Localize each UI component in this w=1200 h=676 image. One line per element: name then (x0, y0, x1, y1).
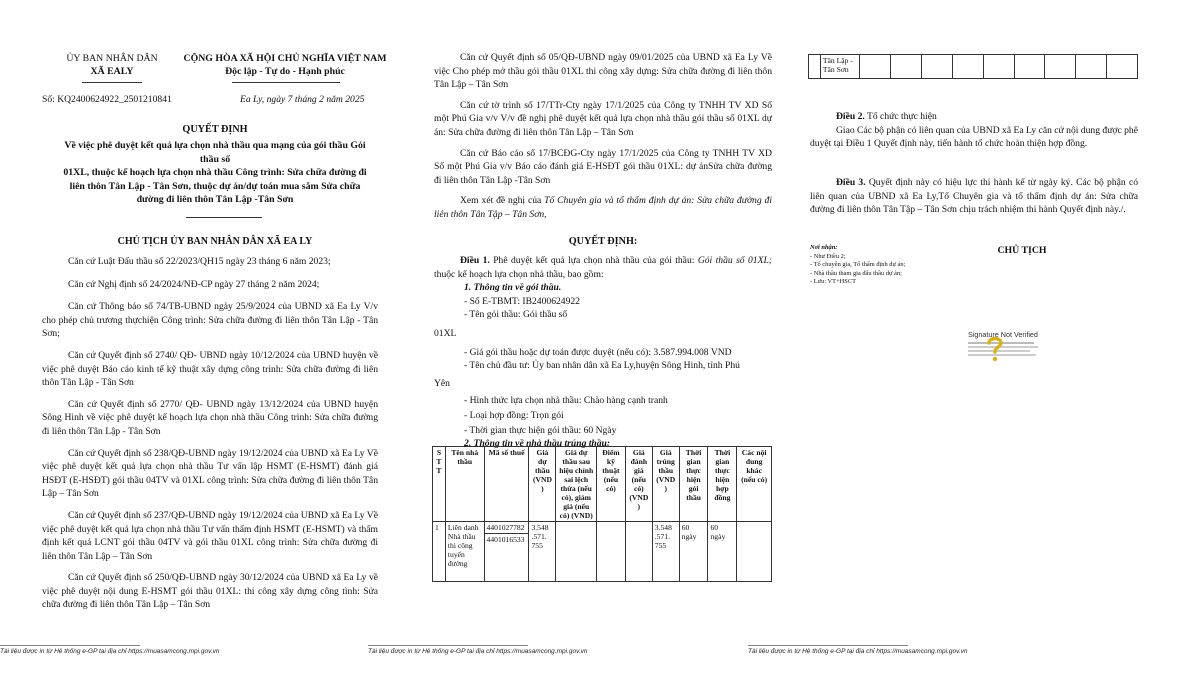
recipients-block (810, 244, 910, 287)
col-header-eval: Giá đánh giá (nếu có) (VND ) (625, 447, 652, 522)
package-price: - Giá gói thầu hoặc dự toán được duyệt (nếu có): 3.587.994.008 VND (464, 346, 732, 358)
legal-basis-paragraph: Căn cứ Quyết định số 250/QĐ-UBND ngày 30/12/2024 của UBND xã Ea Ly về việc phê duyệt nội dung E-HSMT gói thầu 01XL: thi công xây dựng công tình: Sửa chữa đường đi liên thôn Tân Lập – Tân Sơn (42, 572, 378, 611)
cell-name-continued: Tân Lập - Tân Sơn (820, 55, 859, 79)
col-header-stt: S T T (433, 447, 446, 522)
article-3 (810, 176, 1138, 217)
subtitle-line: thầu số (199, 153, 231, 165)
cell-win: 3.548 .571. 755 (652, 522, 679, 582)
document-number: Số: KQ2400624922_2501210841 (42, 94, 172, 105)
page-footer: Tài liệu được in từ Hệ thống e-GP tại địa chỉ https://muasamcong.mpi.gov.vn (368, 648, 588, 655)
article-2-text: Giao Các bộ phận có liên quan của UBND xã Ea Ly căn cứ nội dung được phê duyệt tại Điều 1 Quyết định này, tiến hành tổ chức hoàn thiện hợp đồng. (810, 124, 1138, 150)
article-1 (434, 254, 772, 451)
national-motto (172, 52, 398, 78)
cell-empty (891, 55, 922, 79)
article-2-title: Tổ chức thực hiện (864, 111, 937, 122)
signature-status: Signature Not Verified (968, 330, 1038, 339)
recipient-item: - Tổ chuyên gia, Tổ thẩm định dự án; (810, 261, 906, 269)
document-page-1 (0, 0, 400, 676)
tbmt-number: - Số E-TBMT: IB2400624922 (464, 295, 580, 307)
article-3-text: Quyết định này có hiệu lực thi hành kể từ ngày ký. Các bộ phận có liên quan của UBND xã Ea Ly,Tổ Chuyên gia và tổ thẩm định dự án: Sửa chữa đường đi liên thôn Tân Tập – Tân Sơn chịu trách nhiệm thi hành Quyết định này./. (810, 177, 1138, 216)
footer-rule (368, 645, 528, 646)
nation-line-2: Độc lập - Tự do - Hạnh phúc (225, 66, 345, 77)
winning-bidder-table (432, 446, 772, 582)
decision-title: QUYẾT ĐỊNH (182, 124, 248, 135)
cell-tech (597, 522, 626, 582)
cell-adjusted (556, 522, 597, 582)
article-1-intro (434, 254, 772, 281)
cell-empty (1014, 55, 1045, 79)
legal-bases (42, 255, 378, 612)
cell-name: Liên danh Nhà thầu thi công tuyến đường (445, 522, 484, 582)
signer-title: CHỦ TỊCH (997, 245, 1047, 256)
article-1-text: Phê duyệt kết quả lựa chọn nhà thầu của gói thầu: (489, 255, 698, 266)
cell-stt: 1 (433, 522, 446, 582)
review-prefix: Xem xét đề nghị của (460, 195, 545, 207)
org-underline (82, 82, 142, 83)
investor-line-1: - Tên chủ đầu tư: Ủy ban nhân dân xã Ea Ly,huyện Sông Hinh, tỉnh Phú (464, 360, 740, 372)
page-footer: Tài liệu được in từ Hệ thống e-GP tại địa chỉ https://muasamcong.mpi.gov.vn (748, 648, 968, 655)
section-1-heading: 1. Thông tin về gói thầu. (464, 282, 562, 294)
subtitle-line: đường đi liên thôn Tân Lập -Tân Sơn (136, 194, 294, 205)
legal-basis-paragraph: Căn cứ Quyết định số 238/QĐ-UBND ngày 19/12/2024 của UBND xã Ea Ly Về việc phê duyệt kết quả lựa chọn nhà thầu Tư vấn lập HSMT (E-HSMT) đánh giá HSĐT (E-HSĐT) gói thầu 04TV và 01XL công trình: Sửa chữa đường đi liên thôn Tân Lập – Tân Sơn (42, 447, 378, 500)
cell-bid: 3.548 .571. 755 (529, 522, 556, 582)
cell-contract-time: 60 ngày (708, 522, 737, 582)
decision-heading: QUYẾT ĐỊNH: (568, 236, 638, 247)
cell-other (737, 522, 772, 582)
org-line-2: XÃ EALY (90, 66, 134, 77)
recipient-item: - Như Điều 2; (810, 252, 846, 260)
review-paragraph (434, 194, 772, 221)
cell-pkg-time: 60 ngày (679, 522, 708, 582)
table-continuation (808, 54, 1138, 79)
recipient-item: - Lưu: VT+HSCT (810, 278, 857, 286)
investor-line-2: Yên (434, 377, 450, 389)
tax-code-2: 4401016533 (486, 535, 525, 544)
article-2-label: Điều 2. (836, 111, 865, 122)
legal-basis-paragraph: Căn cứ Quyết định số 237/QĐ-UBND ngày 19/12/2024 của UBND xã Ea Ly Về việc phê duyệt kết quả lựa chọn nhà thầu Tư vấn thẩm định HSMT (E-HSMT) và thẩm định kết quả LCNT gói thầu 04TV và gói thầu 01XL công trình: Sửa chữa đường đi liên thôn Tân Lập – Tân Sơn (42, 509, 378, 562)
legal-basis-paragraph: Căn cứ Báo cáo số 17/BCĐG-Cty ngày 17/1/2025 của Công ty TNHH TV XD Số một Phú Gia v/v Báo cáo đánh giá E-HSĐT gói thầu 01XL: dự ánSửa chữa đường đi liên thôn Tân Lập -Tân Sơn (434, 147, 772, 186)
subtitle-line: 01XL, thuộc kế hoạch lựa chọn nhà thầu Công trình: Sửa chữa đường đi (63, 167, 367, 178)
recipient-item: - Nhà thầu tham gia đấu thầu dự án; (810, 269, 902, 277)
signature-question-icon (984, 334, 1006, 364)
selection-form: - Hình thức lựa chọn nhà thầu: Chào hàng cạnh tranh (464, 395, 668, 407)
title-underline (186, 217, 262, 218)
legal-basis-paragraph: Căn cứ Quyết định số 05/QĐ-UBND ngày 09/01/2025 của UBND xã Ea Ly Về việc Cho phép mở thầu gói thầu 01XL thi công xây dựng: Sửa chữa đường đi liên thôn Tân Lập – Tân Sơn (434, 52, 772, 91)
legal-bases-continued (434, 51, 772, 222)
article-3-paragraph (810, 176, 1138, 217)
article-1-package: Gói thầu số 01XL; (697, 255, 772, 266)
article-3-label: Điều 3. (836, 177, 866, 188)
contract-type: - Loại hợp đồng: Trọn gói (464, 409, 564, 421)
issuing-org (42, 52, 182, 78)
page-footer: Tài liệu được in từ Hệ thống e-GP tại địa chỉ https://muasamcong.mpi.gov.vn (0, 648, 220, 655)
article-2-heading (810, 110, 1138, 124)
cell-tax (484, 522, 529, 582)
cell-empty (809, 55, 821, 79)
footer-rule (748, 645, 908, 646)
subtitle-line: liên thôn Tân Lập - Tân Sơn, thuộc dự án/dự toán mua sắm Sửa chữa (69, 180, 361, 192)
col-header-bid: Giá dự thầu (VND ) (529, 447, 556, 522)
legal-basis-paragraph: Căn cứ Quyết định số 2770/ QĐ- UBND ngày 13/12/2024 của UBND huyện Sông Hinh về việc phê duyệt kế hoạch lựa chọn nhà thầu Công trình: Sửa chữa đường đi liên thôn Tân Lập - Tân Sơn (42, 398, 378, 437)
digital-signature (968, 330, 1068, 368)
col-header-tech: Điểm kỹ thuật (nếu có) (597, 447, 626, 522)
cell-empty (1045, 55, 1076, 79)
cell-eval (625, 522, 652, 582)
subtitle-line: Về việc phê duyệt kết quả lựa chọn nhà thầu qua mạng của gói thầu Gói (64, 140, 366, 151)
col-header-name: Tên nhà thầu (445, 447, 484, 522)
org-line-1: ỦY BAN NHÂN DÂN (66, 53, 158, 64)
cell-empty (860, 55, 891, 79)
table-header-row (433, 447, 772, 522)
table-row (433, 522, 772, 582)
package-name: - Tên gói thầu: Gói thầu số (464, 309, 568, 321)
recipients-title: Nơi nhận: (810, 244, 838, 251)
footer-rule (0, 645, 140, 646)
decision-subtitle (40, 139, 390, 207)
cell-empty (1107, 55, 1138, 79)
legal-basis-paragraph: Căn cứ Nghị định số 24/2024/NĐ-CP ngày 27 tháng 2 năm 2024; (68, 278, 320, 290)
legal-basis-paragraph: Căn cứ Thông báo số 74/TB-UBND ngày 25/9/2024 của UBND xã Ea Ly V/v cho phép chủ trương thựchiện Công trình: Sửa chữa đường đi liên thôn Tân Lập - Tân Sơn; (42, 301, 378, 340)
article-2 (810, 110, 1138, 151)
cell-empty (921, 55, 952, 79)
section-2-heading: 2. Thông tin về nhà thầu trúng thầu: (464, 438, 611, 450)
legal-basis-paragraph: Căn cứ Quyết định số 2740/ QĐ- UBND ngày 10/12/2024 của UBND huyện về việc phê duyệt Báo cáo kinh tế kỹ thuật xây dựng công trình: Sửa chữa đường đi liên thôn Tân Lập - Tân Sơn (42, 349, 378, 389)
nation-line-1: CỘNG HÒA XÃ HỘI CHỦ NGHĨA VIỆT NAM (183, 53, 387, 64)
article-1-tail: thuộc kế hoạch lựa chọn nhà thầu, bao gồm: (434, 268, 604, 280)
table-row (809, 55, 1138, 79)
col-header-other: Các nội dung khác (nếu có) (737, 447, 772, 522)
review-subject: Tổ Chuyên gia và tổ thẩm định dự án: Sửa chữa đường đi liên thôn Tân Tập – Tân Sơn, (434, 195, 772, 220)
col-header-win: Giá trúng thầu (VND ) (652, 447, 679, 522)
legal-basis-paragraph: Căn cứ Luật Đấu thầu số 22/2023/QH15 ngày 23 tháng 6 năm 2023; (68, 256, 331, 267)
package-code: 01XL (434, 327, 457, 339)
motto-underline (232, 82, 340, 83)
col-header-contract-time: Thời gian thực hiện hợp đồng (708, 447, 737, 522)
cell-empty (1076, 55, 1107, 79)
legal-basis-paragraph: Căn cứ tờ trình số 17/TTr-Cty ngày 17/1/2025 của Công ty TNHH TV XD Số một Phú Gia v/v V/v đề nghị phê duyệt kết quả lựa chọn nhà thầu gói thầu số 01XL dự án: Sửa chữa đường đi liên thôn Tân Lập – Tân Sơn (434, 99, 772, 138)
article-1-label: Điều 1. (460, 255, 490, 266)
package-duration: - Thời gian thực hiện gói thầu: 60 Ngày (464, 424, 617, 436)
authority-heading: CHỦ TỊCH ỦY BAN NHÂN DÂN XÃ EA LY (117, 236, 313, 247)
document-page-2 (368, 0, 800, 676)
tax-code-1: 4401027782 (485, 522, 529, 534)
cell-empty (983, 55, 1014, 79)
col-header-tax: Mã số thuế (484, 447, 529, 522)
document-date: Ea Ly, ngày 7 tháng 2 năm 2025 (240, 94, 365, 105)
col-header-adjusted: Giá dự thầu sau hiệu chỉnh sai lệch thừa (nếu có), giảm giá (nếu có) (VND) (556, 447, 597, 522)
cell-empty (952, 55, 983, 79)
col-header-pkg-time: Thời gian thực hiện gói thầu (679, 447, 708, 522)
